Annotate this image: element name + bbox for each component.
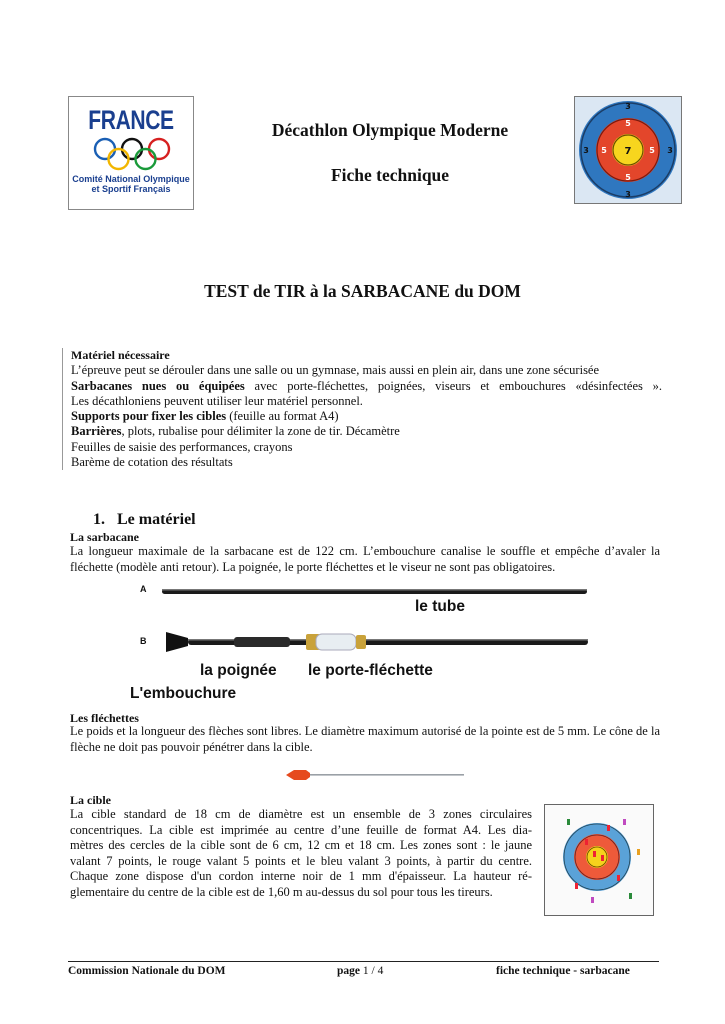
cible-text [70, 807, 532, 900]
materiel-block [62, 348, 662, 470]
section-number: 1. [93, 511, 105, 528]
materiel-line [71, 379, 662, 394]
target-zone-label: 5 [601, 146, 607, 155]
label-porte-flechette: le porte-fléchette [308, 662, 433, 679]
page-subtitle: Fiche technique [330, 165, 450, 185]
footer-right: fiche technique - sarbacane [496, 965, 630, 977]
target-zone-label: 5 [625, 173, 631, 182]
target-photo [544, 804, 654, 916]
materiel-line [71, 409, 662, 424]
target-zone-label: 5 [649, 146, 655, 155]
target-zone-label: 3 [625, 190, 631, 199]
logo-caption-line1: Comité National Olympique [72, 174, 190, 184]
footer-left: Commission Nationale du DOM [68, 965, 226, 977]
cible-line: glementaire du centre de la cible est de 1,60 m au-dessus du sol pour tous les tireurs. [70, 884, 493, 899]
materiel-text: , plots, rubalise pour délimiter la zone de tir. Décamètre [121, 424, 400, 439]
cible-line: mètres des cercles de la cible sont de 6 cm, 12 cm et 18 cm. Les zones sont : le jaune [70, 838, 532, 852]
section-1-heading [93, 511, 196, 529]
target-zone-label: 5 [625, 119, 631, 128]
target-image [574, 96, 682, 204]
materiel-bold: Supports pour fixer les cibles [71, 409, 227, 424]
materiel-heading: Matériel nécessaire [71, 348, 170, 362]
cible-heading: La cible [70, 793, 111, 807]
cnosf-logo [68, 96, 194, 210]
materiel-line [71, 424, 662, 439]
materiel-line: Barème de cotation des résultats [71, 455, 233, 470]
image-label-b: B [140, 636, 147, 646]
label-embouchure: L'embouchure [130, 685, 237, 702]
materiel-text: (feuille au format A4) [226, 409, 339, 424]
flechettes-heading: Les fléchettes [70, 711, 139, 725]
footer-divider [68, 961, 659, 962]
target-zone-label: 3 [667, 146, 673, 155]
materiel-bold: Barrières [71, 424, 122, 439]
target-icon [575, 97, 681, 203]
cible-line: Chaque zone dispose d'un cordon interne noir de 1 mm d'épaisseur. La hauteur ré- [70, 869, 532, 883]
logo-caption [69, 174, 193, 194]
footer-page-number: 1 / 4 [362, 965, 384, 977]
logo-caption-line2: et Sportif Français [91, 184, 171, 194]
materiel-line: Les décathloniens peuvent utiliser leur matériel personnel. [71, 393, 363, 408]
label-tube: le tube [415, 598, 465, 615]
sarbacane-heading: La sarbacane [70, 530, 139, 544]
materiel-bold: Sarbacanes nues ou équipées [71, 378, 245, 393]
materiel-line: L’épreuve peut se dérouler dans une salle ou un gymnase, mais aussi en plein air, dans une zone sécurisée [71, 363, 600, 378]
target-zone-label: 3 [583, 146, 589, 155]
sarbacane-text: La longueur maximale de la sarbacane est de 122 cm. L’embouchure canalise le souffle et empêche d’avaler la fléchette (modèle anti retour). La poignée, le porte fléchettes et le viseur ne sont pas obligatoires. [70, 544, 660, 574]
page-title: Décathlon Olympique Moderne [271, 120, 509, 140]
image-label-a: A [140, 584, 147, 594]
section-title: TEST de TIR à la SARBACANE du DOM [204, 281, 521, 301]
footer-page [337, 965, 383, 977]
target-with-darts-icon [545, 805, 653, 915]
logo-word: FRANCE [88, 105, 174, 135]
materiel-text: avec porte-fléchettes, poignées, viseurs et embouchures «désinfectées ». [244, 378, 662, 393]
section-title-text: Le matériel [117, 511, 196, 528]
target-zone-label: 7 [624, 146, 632, 157]
blowpipe-image [130, 580, 600, 710]
cible-line: concentriques. La cible est imprimée au centre d’une feuille de format A4. Les dia- [70, 822, 532, 837]
cible-line: La cible standard de 18 cm de diamètre est un ensemble de 3 zones circulaires [70, 807, 532, 821]
cible-line: valant 7 points, le rouge valant 5 points et le bleu valant 3 points, à partir du centre. [70, 853, 532, 868]
dart-image [284, 768, 466, 782]
label-poignee: la poignée [200, 662, 277, 679]
footer-page-label: page [337, 965, 363, 977]
olympic-rings-icon [91, 137, 173, 171]
materiel-line: Feuilles de saisie des performances, crayons [71, 439, 293, 454]
target-zone-label: 3 [625, 102, 631, 111]
flechettes-text: Le poids et la longueur des flèches sont libres. Le diamètre maximum autorisé de la pointe est de 5 mm. Le cône de la flèche ne doit pas pouvoir pénétrer dans la cible. [70, 724, 660, 754]
